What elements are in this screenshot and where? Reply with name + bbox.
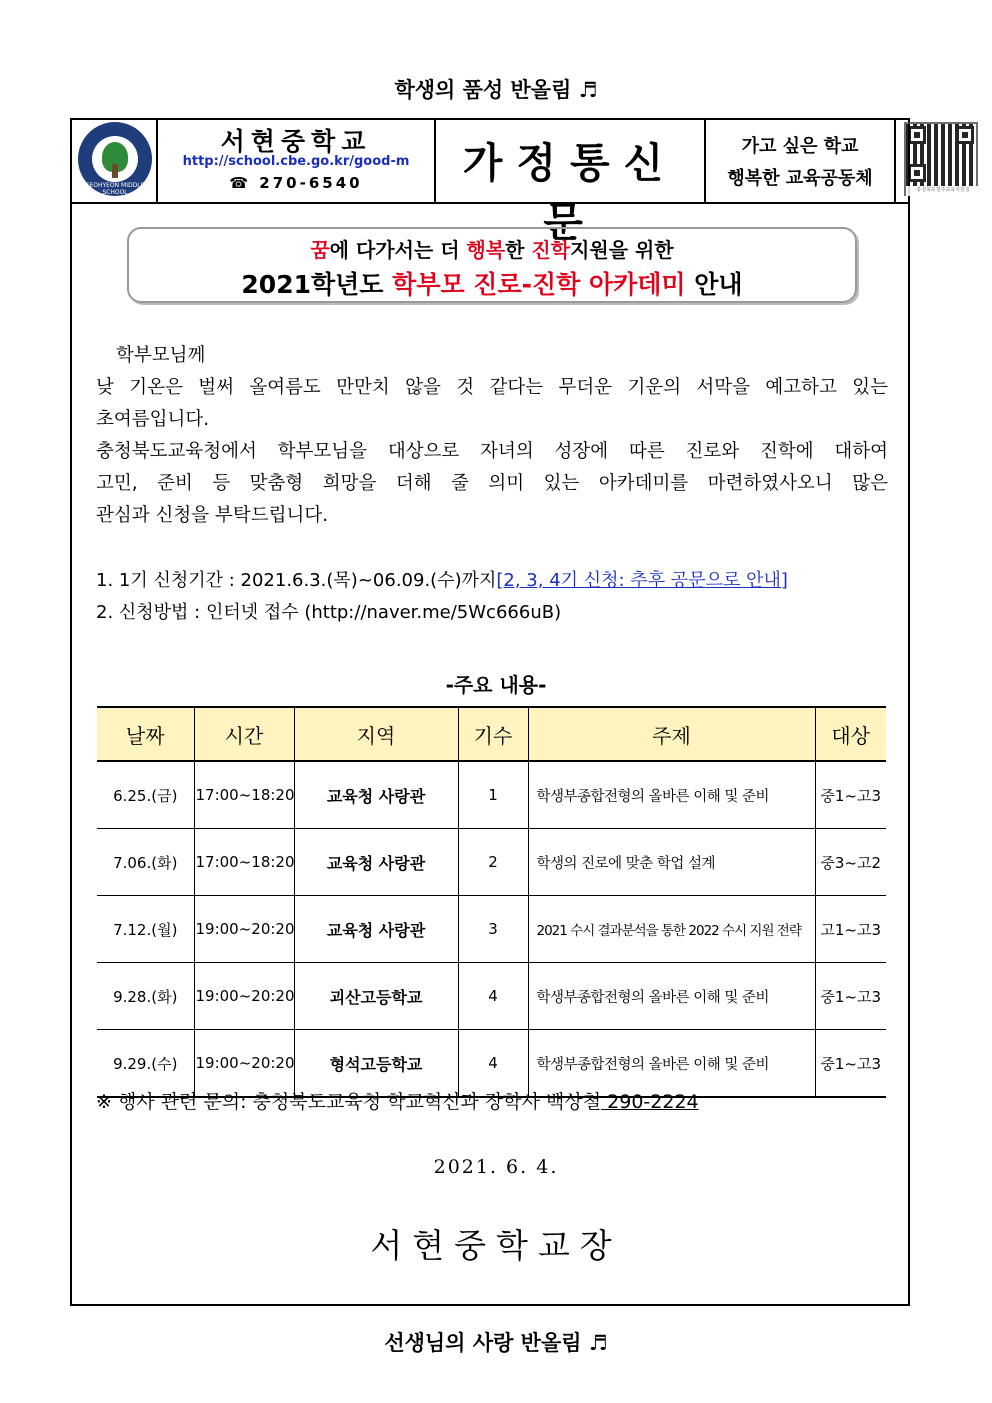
contact-note: ※ 행사 관련 문의: 충청북도교육청 학교혁신과 장학사 백상철 290-2224 bbox=[96, 1091, 699, 1113]
paragraph-2-line-1: 충청북도교육청에서 학부모님을 대상으로 자녀의 성장에 따른 진로와 진학에 대하여 bbox=[96, 441, 888, 462]
cell-topic: 학생부종합전형의 올바른 이해 및 준비 bbox=[528, 761, 815, 829]
qr-caption: 충청북도청주교육지원청 bbox=[906, 186, 980, 196]
table-header-row bbox=[97, 707, 886, 761]
logo-text: SEOHYEON MIDDLE SCHOOL bbox=[85, 182, 145, 196]
cell-target: 중3~고2 bbox=[815, 829, 886, 896]
cell-date: 7.06.(화) bbox=[97, 829, 194, 896]
cell-date: 6.25.(금) bbox=[97, 761, 194, 829]
cell-target: 고1~고3 bbox=[815, 896, 886, 963]
paragraph-1-line-1: 낮 기온은 벌써 올여름도 만만치 않을 것 같다는 무더운 기운의 서막을 예고하고 있는 bbox=[96, 377, 888, 398]
school-logo-cell bbox=[70, 118, 158, 202]
issue-date: 2021. 6. 4. bbox=[433, 1156, 559, 1178]
cell-session: 4 bbox=[458, 963, 528, 1030]
cell-session: 1 bbox=[458, 761, 528, 829]
school-info-cell bbox=[158, 118, 436, 202]
table-row bbox=[97, 963, 886, 1030]
table-row bbox=[97, 829, 886, 896]
qr-code-icon[interactable] bbox=[904, 122, 978, 196]
info-item-period: 1. 1기 신청기간 : 2021.6.3.(목)~06.09.(수)까지[2, 3, 4기 신청: 추후 공문으로 안내] bbox=[96, 570, 788, 591]
cell-time: 19:00~20:20 bbox=[194, 963, 294, 1030]
cell-time: 17:00~18:20 bbox=[194, 761, 294, 829]
cell-date: 7.12.(월) bbox=[97, 896, 194, 963]
column-header: 기수 bbox=[458, 707, 528, 761]
cell-topic: 학생부종합전형의 올바른 이해 및 준비 bbox=[528, 963, 815, 1030]
table-row bbox=[97, 761, 886, 829]
cell-session: 4 bbox=[458, 1030, 528, 1098]
greeting: 학부모님께 bbox=[116, 345, 206, 366]
cell-place: 형석고등학교 bbox=[294, 1030, 458, 1098]
column-header: 주제 bbox=[528, 707, 815, 761]
motto-top: 학생의 품성 반올림 ♬ bbox=[394, 77, 598, 102]
slogan-line-1: 가고 싶은 학교 bbox=[741, 136, 859, 157]
later-notice-link[interactable]: [2, 3, 4기 신청: 추후 공문으로 안내] bbox=[496, 570, 788, 591]
cell-target: 중1~고3 bbox=[815, 1030, 886, 1098]
paragraph-2-line-2: 고민, 준비 등 맞춤형 희망을 더해 줄 의미 있는 아카데미를 마련하였사오니 많은 bbox=[96, 473, 888, 494]
cell-topic: 2021 수시 결과분석을 통한 2022 수시 지원 전략 bbox=[528, 896, 815, 963]
qr-cell bbox=[896, 118, 984, 202]
cell-time: 19:00~20:20 bbox=[194, 1030, 294, 1098]
school-phone: ☎ 270-6540 bbox=[229, 174, 363, 192]
cell-time: 17:00~18:20 bbox=[194, 829, 294, 896]
column-header: 지역 bbox=[294, 707, 458, 761]
info-item-method: 2. 신청방법 : 인터넷 접수 (http://naver.me/5Wc666uB) bbox=[96, 602, 562, 623]
cell-topic: 학생의 진로에 맞춘 학업 설계 bbox=[528, 829, 815, 896]
school-logo-icon bbox=[78, 122, 152, 196]
schedule-table bbox=[97, 706, 886, 1098]
cell-place: 교육청 사랑관 bbox=[294, 761, 458, 829]
slogan-cell bbox=[706, 118, 896, 202]
cell-date: 9.29.(수) bbox=[97, 1030, 194, 1098]
cell-time: 19:00~20:20 bbox=[194, 896, 294, 963]
contact-phone: 290-2224 bbox=[601, 1091, 699, 1113]
motto-bottom: 선생님의 사랑 반올림 ♬ bbox=[384, 1330, 608, 1355]
column-header: 날짜 bbox=[97, 707, 194, 761]
school-name: 서현중학교 bbox=[220, 127, 372, 156]
cell-date: 9.28.(화) bbox=[97, 963, 194, 1030]
cell-session: 3 bbox=[458, 896, 528, 963]
section-title: -주요 내용- bbox=[445, 673, 547, 697]
cell-target: 중1~고3 bbox=[815, 761, 886, 829]
newsletter-header bbox=[70, 118, 970, 246]
newsletter-title: 가정통신문 bbox=[462, 139, 678, 246]
slogan-line-2: 행복한 교육공동체 bbox=[727, 168, 873, 189]
cell-place: 교육청 사랑관 bbox=[294, 829, 458, 896]
cell-topic: 학생부종합전형의 올바른 이해 및 준비 bbox=[528, 1030, 815, 1098]
cell-session: 2 bbox=[458, 829, 528, 896]
cell-place: 교육청 사랑관 bbox=[294, 896, 458, 963]
column-header: 시간 bbox=[194, 707, 294, 761]
column-header: 대상 bbox=[815, 707, 886, 761]
school-url-link[interactable]: http://school.cbe.go.kr/good-m bbox=[182, 154, 410, 169]
paragraph-2-line-3: 관심과 신청을 부탁드립니다. bbox=[96, 505, 329, 526]
page-title: 2021학년도 학부모 진로-진학 아카데미 안내 bbox=[241, 270, 743, 299]
title-box bbox=[127, 227, 857, 303]
cell-place: 괴산고등학교 bbox=[294, 963, 458, 1030]
table-row bbox=[97, 896, 886, 963]
newsletter-title-cell bbox=[436, 118, 706, 246]
title-subtitle: 꿈에 다가서는 더 행복한 진학지원을 위한 bbox=[310, 238, 674, 262]
principal-signature: 서현중학교장 bbox=[370, 1226, 622, 1265]
cell-target: 중1~고3 bbox=[815, 963, 886, 1030]
paragraph-1-line-2: 초여름입니다. bbox=[96, 409, 210, 430]
